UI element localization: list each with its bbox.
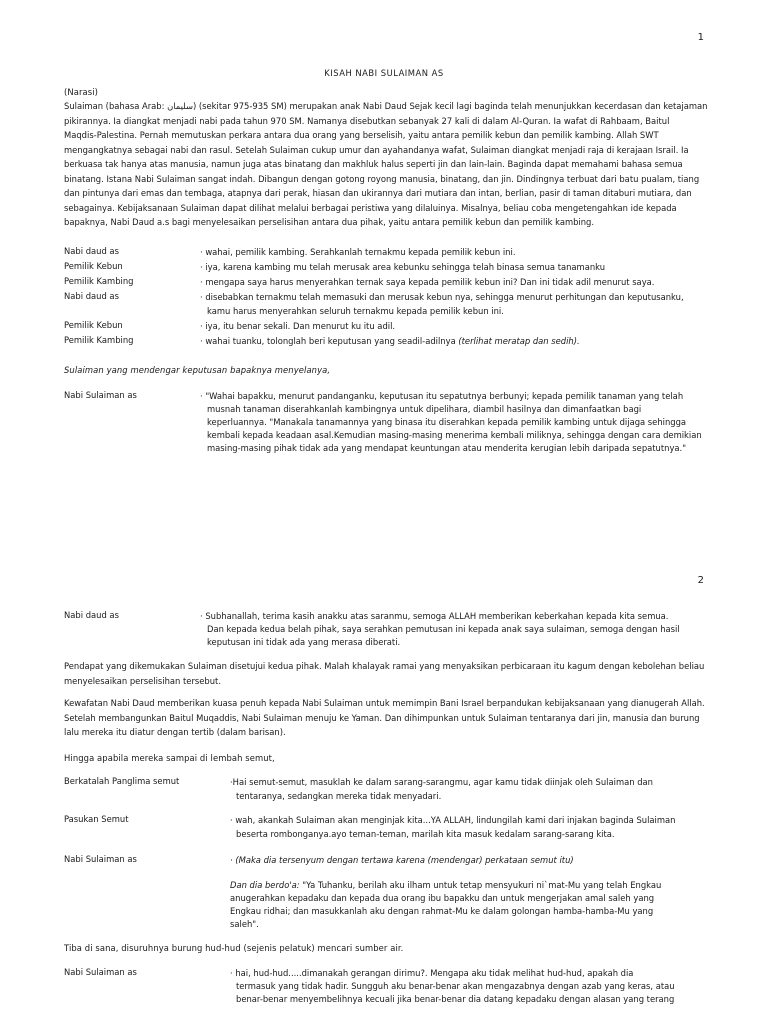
intro-line: pikirannya. Ia diangkat menjadi nabi pada tahun 970 SM. Namanya disebutkan sebanyak 27 kali di dalam Al-Quran. Ia wafat di Rahbaam, Baitul bbox=[64, 115, 670, 126]
dialogue-line: · wah, akankah Sulaiman akan menginjak kita...YA ALLAH, lindungilah kami dari injakan baginda Sulaiman bbox=[230, 815, 676, 825]
speaker-label: Pasukan Semut bbox=[64, 814, 129, 824]
intro-line: binatang. Istana Nabi Sulaiman sangat indah. Dibangun dengan gotong royong manusia, binatang, dan jin. Dindingnya terbuat dari batu pualam, tiang bbox=[64, 173, 700, 184]
speaker-label: Pemilik Kambing bbox=[64, 276, 134, 286]
doa-line: saleh". bbox=[230, 919, 259, 929]
speaker-label: Nabi Sulaiman as bbox=[64, 390, 137, 400]
dialogue-line: · wahai, pemilik kambing. Serahkanlah ternakmu kepada pemilik kebun ini. bbox=[200, 247, 516, 257]
narasi-label: (Narasi) bbox=[64, 87, 98, 97]
dialogue-line: · mengapa saya harus menyerahkan ternak saya kepada pemilik kebun ini? Dan ini tidak adil menurut saya. bbox=[200, 277, 655, 287]
dialogue-line: musnah tanaman diserahkanlah kambingnya untuk dipelihara, diambil hasilnya dan dimanfaatkan bagi bbox=[207, 404, 642, 414]
dialogue-line: kembali kepada keadaan asal.Kemudian masing-masing menerima kembali miliknya, sehingga dengan cara demikian bbox=[207, 430, 702, 440]
paragraph: Tiba di sana, disuruhnya burung hud-hud (sejenis pelatuk) mencari sumber air. bbox=[64, 943, 404, 953]
paragraph: Pendapat yang dikemukakan Sulaiman disetujui kedua pihak. Malah khalayak ramai yang menyaksikan perbicaraan itu kagum dengan kebolehan beliau menyelesaikan perselisihan tersebut. bbox=[64, 661, 705, 686]
dialogue-line: · disebabkan ternakmu telah memasuki dan merusak kebun nya, sehingga menurut perhitungan dan keputusanku, bbox=[200, 292, 684, 302]
paragraph: Kewafatan Nabi Daud memberikan kuasa penuh kepada Nabi Sulaiman untuk memimpin Bani Israel berpandukan kebijaksanaan yang dianugerah Allah. Setelah membangunkan Baitul Muqaddis, Nabi Sulaiman menuju ke Yaman. Dan dihimpunkan untuk Sulaiman tentaranya dari jin, manusia dan burung lalu mereka itu diatur dengan tertib (dalam barisan). bbox=[64, 698, 705, 737]
intro-line: bapaknya, Nabi Daud a.s bagi menyelesaikan perselisihan antara dua pihak, yaitu antara pemilik kebun dan pemilik kambing. bbox=[64, 217, 595, 227]
intro-line: Sulaiman (bahasa Arab: سليمان) (sekitar 975-935 SM) merupakan anak Nabi Daud Sejak kecil lagi baginda telah menunjukkan kecerdasan dan ketajaman bbox=[64, 101, 708, 111]
dialogue-line: keperluannya. "Manakala tanamannya yang binasa itu diserahkan kepada pemilik kambing untuk dijaga sehingga bbox=[207, 417, 687, 427]
speaker-label: Pemilik Kebun bbox=[64, 320, 123, 330]
speaker-label: Nabi daud as bbox=[64, 291, 119, 301]
page-number-2: 2 bbox=[697, 575, 704, 586]
dialogue-line: · "Wahai bapakku, menurut pandanganku, keputusan itu sepatutnya berbunyi; kepada pemilik tanaman yang telah bbox=[200, 391, 684, 401]
dialogue-line: · Subhanallah, terima kasih anakku atas saranmu, semoga ALLAH memberikan keberkahan kepada kita semua. bbox=[200, 611, 669, 621]
speaker-label: Pemilik Kambing bbox=[64, 335, 134, 345]
speaker-label: Pemilik Kebun bbox=[64, 261, 123, 271]
dialogue-line: kamu harus menyerahkan seluruh ternakmu kepada pemilik kebun ini. bbox=[207, 306, 504, 316]
intro-line: Maqdis-Palestina. Pernah memutuskan perkara antara dua orang yang berselisih, yaitu antara pemilik kebun dan pemilik kambing. Allah SWT bbox=[64, 130, 659, 140]
dialogue-line: ·Hai semut-semut, masuklah ke dalam sarang-sarangmu, agar kamu tidak diinjak oleh Sulaiman dan bbox=[230, 777, 653, 787]
dialogue-line: Dan kepada kedua belah pihak, saya serahkan pemutusan ini kepada anak saya sulaiman, semoga dengan hasil bbox=[207, 624, 680, 634]
speaker-label: Nabi Sulaiman as bbox=[64, 854, 137, 864]
dialogue-line: beserta rombonganya.ayo teman-teman, marilah kita masuk kedalam sarang-sarang kita. bbox=[236, 829, 615, 839]
dialogue-line: tentaranya, sedangkan mereka tidak menyadari. bbox=[236, 791, 442, 801]
doa-line: Engkau ridhai; dan masukkanlah aku dengan rahmat-Mu ke dalam golongan hamba-hamba-Mu yang bbox=[230, 906, 654, 916]
intro-line: mengangkatnya sebagai nabi dan rasul. Setelah Sulaiman cukup umur dan ayahandanya wafat, Sulaiman diangkat menjadi raja di kerajaan Israil. Ia bbox=[64, 144, 689, 155]
dialogue-line: · iya, itu benar sekali. Dan menurut ku itu adil. bbox=[200, 321, 396, 331]
doa-line: anugerahkan kepadaku dan kepada dua orang ibu bapakku dan untuk mengerjakan amal saleh yang bbox=[230, 893, 655, 903]
document-title: KISAH NABI SULAIMAN AS bbox=[324, 68, 444, 78]
dialogue-line: benar-benar menyembelihnya kecuali jika benar-benar dia datang kepadaku dengan alasan yang terang bbox=[236, 994, 675, 1004]
intro-line: dan pintunya dari emas dan tembaga, atapnya dari perak, hiasan dan ukirannya dari mutiara dan intan, berlian, pasir di taman ditaburi mutiara, dan bbox=[64, 188, 692, 198]
page-number-1: 1 bbox=[697, 32, 704, 43]
dialogue-line: · hai, hud-hud.....dimanakah gerangan dirimu?. Mengapa aku tidak melihat hud-hud, apakah dia bbox=[230, 968, 634, 978]
doa-line: Dan dia berdo'a: "Ya Tuhanku, berilah aku ilham untuk tetap mensyukuri ni`mat-Mu yang telah Engkau bbox=[230, 880, 662, 890]
dialogue-line: masing-masing pihak tidak ada yang mendapat keuntungan atau menderita kerugian lebih daripada sepatutnya." bbox=[207, 443, 687, 453]
transition-text: Sulaiman yang mendengar keputusan bapaknya menyelanya, bbox=[64, 365, 331, 375]
intro-line: berkuasa tak hanya atas manusia, namun juga atas binatang dan makhluk halus seperti jin dan lain-lain. Baginda dapat memahami bahasa semua bbox=[64, 159, 683, 169]
speaker-label: Berkatalah Panglima semut bbox=[64, 776, 180, 786]
speaker-label: Nabi Sulaiman as bbox=[64, 967, 137, 977]
dialogue-line: · wahai tuanku, tolonglah beri keputusan yang seadil-adilnya (terlihat meratap dan sedih). bbox=[200, 336, 580, 346]
paragraph: Hingga apabila mereka sampai di lembah semut, bbox=[64, 753, 275, 763]
dialogue-line: · (Maka dia tersenyum dengan tertawa karena (mendengar) perkataan semut itu) bbox=[230, 855, 574, 865]
dialogue-line: keputusan ini tidak ada yang merasa diberati. bbox=[207, 637, 401, 647]
dialogue-line: termasuk yang tidak hadir. Sungguh aku benar-benar akan mengazabnya dengan azab yang keras, atau bbox=[236, 981, 675, 991]
speaker-label: Nabi daud as bbox=[64, 610, 119, 620]
intro-paragraph bbox=[64, 99, 710, 230]
speaker-label: Nabi daud as bbox=[64, 246, 119, 256]
dialogue-line: · iya, karena kambing mu telah merusak area kebunku sehingga telah binasa semua tanamanku bbox=[200, 262, 606, 272]
intro-line: sebagainya. Kebijaksanaan Sulaiman dapat dilihat melalui berbagai peristiwa yang dilaluinya. Misalnya, beliau coba mengetengahkan ide kepada bbox=[64, 202, 677, 213]
